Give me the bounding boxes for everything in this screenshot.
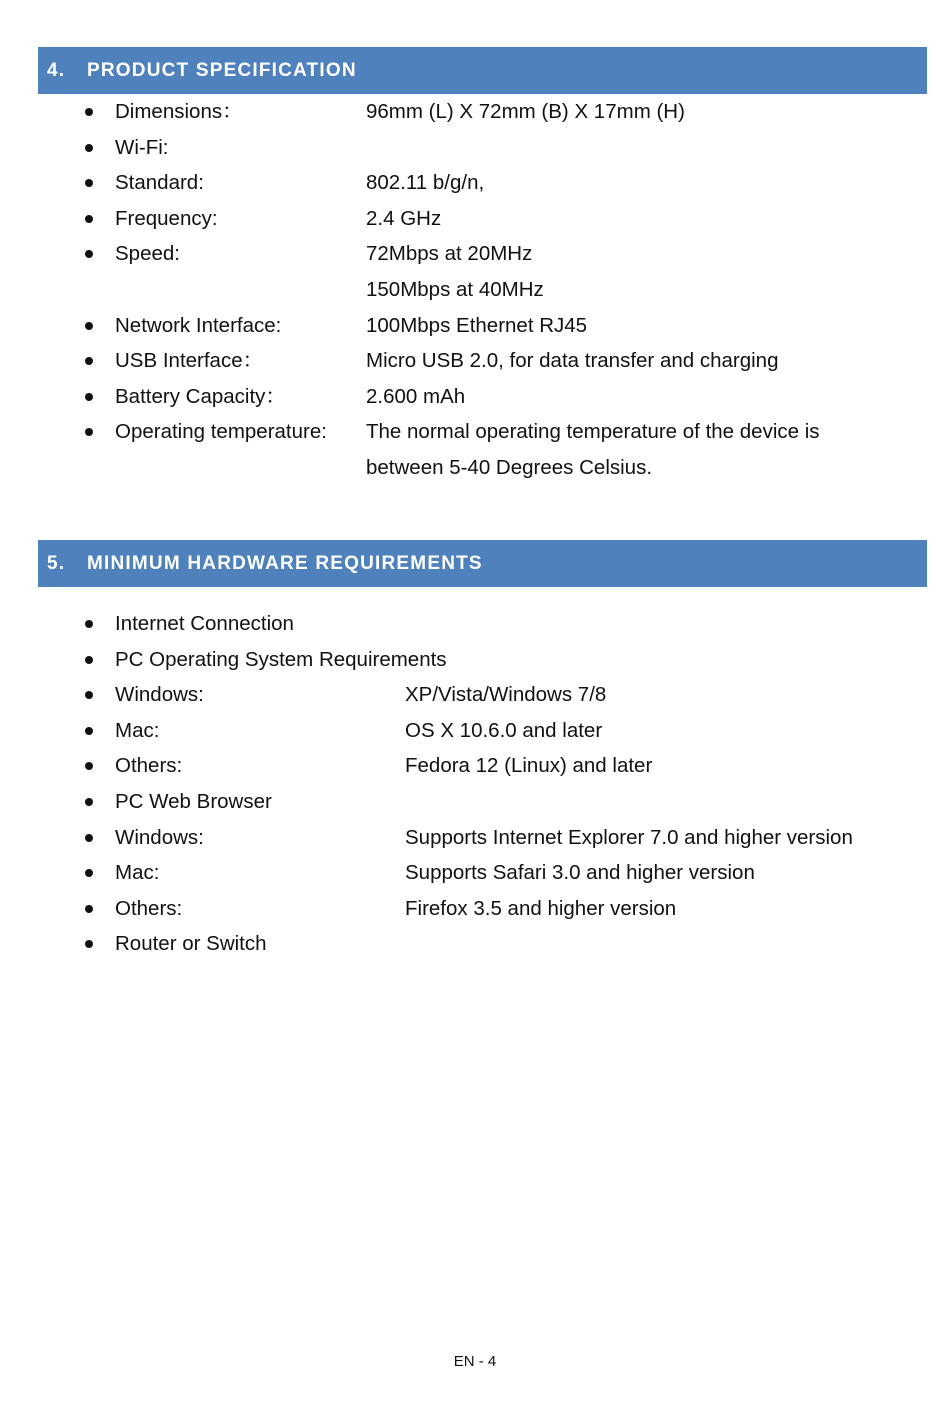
bullet-icon	[85, 357, 93, 365]
bullet-icon	[85, 322, 93, 330]
list-item	[0, 926, 950, 962]
list-item	[0, 236, 950, 272]
item-value: 802.11 b/g/n,	[366, 171, 485, 195]
item-label: Mac:	[115, 861, 160, 885]
item-label: Speed:	[115, 242, 180, 266]
item-label: Frequency:	[115, 206, 218, 230]
list-item	[0, 130, 950, 166]
list-item	[0, 450, 950, 486]
list-item	[0, 606, 950, 642]
list-item	[0, 308, 950, 344]
bullet-icon	[85, 798, 93, 806]
list-item	[0, 820, 950, 856]
bullet-icon	[85, 108, 93, 116]
item-value: The normal operating temperature of the device is	[366, 420, 820, 444]
section-header-minimum-hardware-requirements	[38, 540, 927, 587]
bullet-icon	[85, 727, 93, 735]
item-label: Router or Switch	[115, 932, 267, 956]
item-value: Fedora 12 (Linux) and later	[405, 754, 653, 778]
product-specification-list	[0, 94, 950, 486]
list-item	[0, 642, 950, 678]
bullet-icon	[85, 215, 93, 223]
item-label: Wi-Fi:	[115, 135, 169, 159]
item-label: Windows:	[115, 825, 204, 849]
bullet-icon	[85, 869, 93, 877]
section-title: MINIMUM HARDWARE REQUIREMENTS	[87, 552, 483, 574]
hardware-requirements-list	[0, 606, 950, 962]
bullet-icon	[85, 144, 93, 152]
list-item	[0, 94, 950, 130]
item-value: 2.4 GHz	[366, 206, 442, 230]
item-value: Micro USB 2.0, for data transfer and charging	[366, 349, 779, 373]
list-item	[0, 677, 950, 713]
item-value: 72Mbps at 20MHz	[366, 242, 533, 266]
list-item	[0, 379, 950, 415]
bullet-icon	[85, 691, 93, 699]
bullet-icon	[85, 393, 93, 401]
bullet-icon	[85, 250, 93, 258]
item-label: PC Web Browser	[115, 789, 272, 813]
list-item	[0, 165, 950, 201]
bullet-icon	[85, 179, 93, 187]
item-label: Network Interface:	[115, 313, 282, 337]
section-header-product-specification	[38, 47, 927, 94]
list-item	[0, 748, 950, 784]
item-value: OS X 10.6.0 and later	[405, 718, 603, 742]
bullet-icon	[85, 620, 93, 628]
item-label: PC Operating System Requirements	[115, 647, 447, 671]
bullet-icon	[85, 905, 93, 913]
list-item	[0, 201, 950, 237]
list-item	[0, 713, 950, 749]
item-label: Operating temperature:	[115, 420, 327, 444]
item-value: 150Mbps at 40MHz	[366, 277, 544, 301]
bullet-icon	[85, 940, 93, 948]
item-label: Internet Connection	[115, 612, 294, 635]
list-item	[0, 855, 950, 891]
item-value: Supports Safari 3.0 and higher version	[405, 861, 755, 885]
page-number: EN - 4	[453, 1353, 497, 1370]
item-label: Dimensions：	[115, 100, 243, 123]
list-item	[0, 891, 950, 927]
item-value: between 5-40 Degrees Celsius.	[366, 455, 653, 479]
section-number: 5.	[47, 552, 66, 574]
bullet-icon	[85, 762, 93, 770]
item-value: 100Mbps Ethernet RJ45	[366, 313, 588, 337]
section-title: PRODUCT SPECIFICATION	[87, 59, 357, 81]
bullet-icon	[85, 834, 93, 842]
item-label: USB Interface：	[115, 349, 264, 373]
list-item	[0, 272, 950, 308]
item-label: Battery Capacity：	[115, 384, 286, 408]
item-label: Others:	[115, 754, 183, 778]
bullet-icon	[85, 428, 93, 436]
item-label: Mac:	[115, 718, 160, 742]
item-value: 2.600 mAh	[366, 384, 466, 408]
list-item	[0, 784, 950, 820]
bullet-icon	[85, 656, 93, 664]
item-value: Firefox 3.5 and higher version	[405, 896, 677, 920]
list-item	[0, 414, 950, 450]
item-label: Others:	[115, 896, 183, 920]
item-value: Supports Internet Explorer 7.0 and higher version	[405, 825, 853, 849]
item-value: 96mm (L) X 72mm (B) X 17mm (H)	[366, 100, 685, 123]
section-number: 4.	[47, 59, 66, 81]
item-label: Standard:	[115, 171, 204, 195]
item-value: XP/Vista/Windows 7/8	[405, 683, 607, 707]
list-item	[0, 343, 950, 379]
item-label: Windows:	[115, 683, 204, 707]
